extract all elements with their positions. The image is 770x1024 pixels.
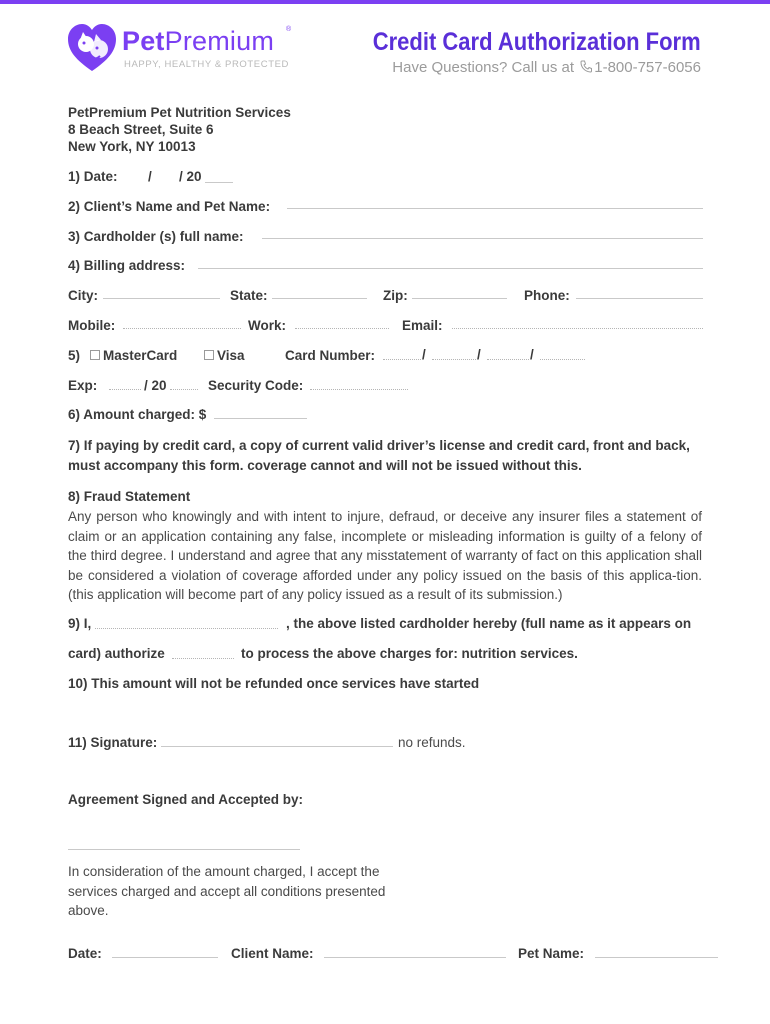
company-street: 8 Beach Street, Suite 6 <box>68 122 214 137</box>
date-year-prefix: / 20 <box>179 169 202 184</box>
mastercard-option[interactable] <box>90 348 177 363</box>
card-number-group-4[interactable] <box>540 359 585 360</box>
form-title: Credit Card Authorization Form <box>373 28 701 56</box>
email-label: Email: <box>402 318 443 333</box>
card-item-number: 5) <box>68 348 81 363</box>
expiry-year-prefix: / 20 <box>144 378 167 393</box>
agreement-heading: Agreement Signed and Accepted by: <box>68 792 304 807</box>
security-code-label: Security Code: <box>208 378 304 393</box>
mobile-label: Mobile: <box>68 318 116 333</box>
company-name: PetPremium Pet Nutrition Services <box>68 105 291 120</box>
billing-address-field[interactable] <box>198 268 703 269</box>
signature-label: 11) Signature: <box>68 735 158 750</box>
visa-option[interactable] <box>204 348 245 363</box>
email-field[interactable] <box>452 328 703 329</box>
brand-tagline: HAPPY, HEALTHY & PROTECTED <box>124 59 290 70</box>
expiry-label: Exp: <box>68 378 98 393</box>
city-label: City: <box>68 288 98 303</box>
phone-icon <box>580 60 592 73</box>
footer-date-field[interactable] <box>112 957 218 958</box>
footer-pet-name-field[interactable] <box>595 957 718 958</box>
phone-number[interactable]: 1-800-757-6056 <box>594 59 701 76</box>
zip-field[interactable] <box>412 298 507 299</box>
footer-client-name-field[interactable] <box>324 957 506 958</box>
brand-name: PetPremium <box>122 26 275 56</box>
expiry-year-field[interactable] <box>170 389 198 390</box>
agreement-text: In consideration of the amount charged, I accept the services charged and accept all conditions presented above. <box>68 864 386 919</box>
fraud-statement-text: Any person who knowingly and with intent to injure, defraud, or deceive any insurer files a statement of claim or an application containing any false, incomplete or misleading information is guilty of a felony of the third degree. I understand and agree that any misstatement of warranty of fact on this application shall be considered a violation of coverage afforded under any policy issued on the basis of this applica-tion. (this application will become part of any policy issued as a result of its submission.) <box>68 509 702 603</box>
card-number-label: Card Number: <box>285 348 376 363</box>
mobile-field[interactable] <box>123 328 241 329</box>
authorization-line2-prefix: card) authorize <box>68 646 165 661</box>
top-accent-bar <box>0 0 770 4</box>
expiry-month-field[interactable] <box>109 389 141 390</box>
date-separator: / <box>148 169 152 184</box>
authorization-text-line1: , the above listed cardholder hereby (full name as it appears on <box>286 616 692 631</box>
work-label: Work: <box>248 318 287 333</box>
authorization-line2-suffix: to process the above charges for: nutrition services. <box>241 646 578 661</box>
footer-pet-name-label: Pet Name: <box>518 946 585 961</box>
agreement-signature-field[interactable] <box>68 849 300 850</box>
heart-pet-logo-icon <box>66 22 118 74</box>
signature-note: no refunds. <box>398 735 466 750</box>
cardholder-name-label: 3) Cardholder (s) full name: <box>68 229 244 244</box>
visa-checkbox[interactable] <box>204 350 214 360</box>
petpremium-logo <box>66 22 306 76</box>
footer-date-label: Date: <box>68 946 102 961</box>
city-field[interactable] <box>103 298 220 299</box>
company-city: New York, NY 10013 <box>68 139 196 154</box>
state-field[interactable] <box>272 298 367 299</box>
zip-label: Zip: <box>383 288 408 303</box>
state-label: State: <box>230 288 268 303</box>
client-pet-name-field[interactable] <box>287 208 703 209</box>
work-field[interactable] <box>295 328 389 329</box>
client-pet-name-label: 2) Client’s Name and Pet Name: <box>68 199 271 214</box>
card-number-sep-1: / <box>422 347 426 362</box>
card-number-group-3[interactable] <box>487 359 529 360</box>
contact-line <box>392 59 701 76</box>
phone-field[interactable] <box>576 298 703 299</box>
mastercard-checkbox[interactable] <box>90 350 100 360</box>
fraud-statement-heading: 8) Fraud Statement <box>68 489 191 504</box>
signature-field[interactable] <box>161 746 393 747</box>
billing-address-label: 4) Billing address: <box>68 258 186 273</box>
visa-label: Visa <box>217 348 245 363</box>
amount-field[interactable] <box>214 418 307 419</box>
card-number-sep-3: / <box>530 347 534 362</box>
authorization-prefix: 9) I, <box>68 616 92 631</box>
credit-card-requirement-notice: 7) If paying by credit card, a copy of current valid driver’s license and credit card, front and back, must accompany this form. coverage cannot and will not be issued without this. <box>68 438 690 473</box>
date-label: 1) Date: <box>68 169 118 184</box>
cardholder-name-field[interactable] <box>262 238 703 239</box>
call-text: Have Questions? Call us at <box>392 59 579 76</box>
date-year-field[interactable] <box>205 182 233 183</box>
footer-client-name-label: Client Name: <box>231 946 314 961</box>
authorizer-name-field[interactable] <box>95 628 278 629</box>
amount-label: 6) Amount charged: $ <box>68 407 207 422</box>
security-code-field[interactable] <box>310 389 408 390</box>
mastercard-label: MasterCard <box>103 348 178 363</box>
card-number-group-1[interactable] <box>383 359 421 360</box>
phone-label: Phone: <box>524 288 570 303</box>
registered-mark: ® <box>286 26 292 33</box>
card-number-sep-2: / <box>477 347 481 362</box>
no-refund-notice: 10) This amount will not be refunded once services have started <box>68 676 480 691</box>
authorized-party-field[interactable] <box>172 658 234 659</box>
card-number-group-2[interactable] <box>432 359 476 360</box>
